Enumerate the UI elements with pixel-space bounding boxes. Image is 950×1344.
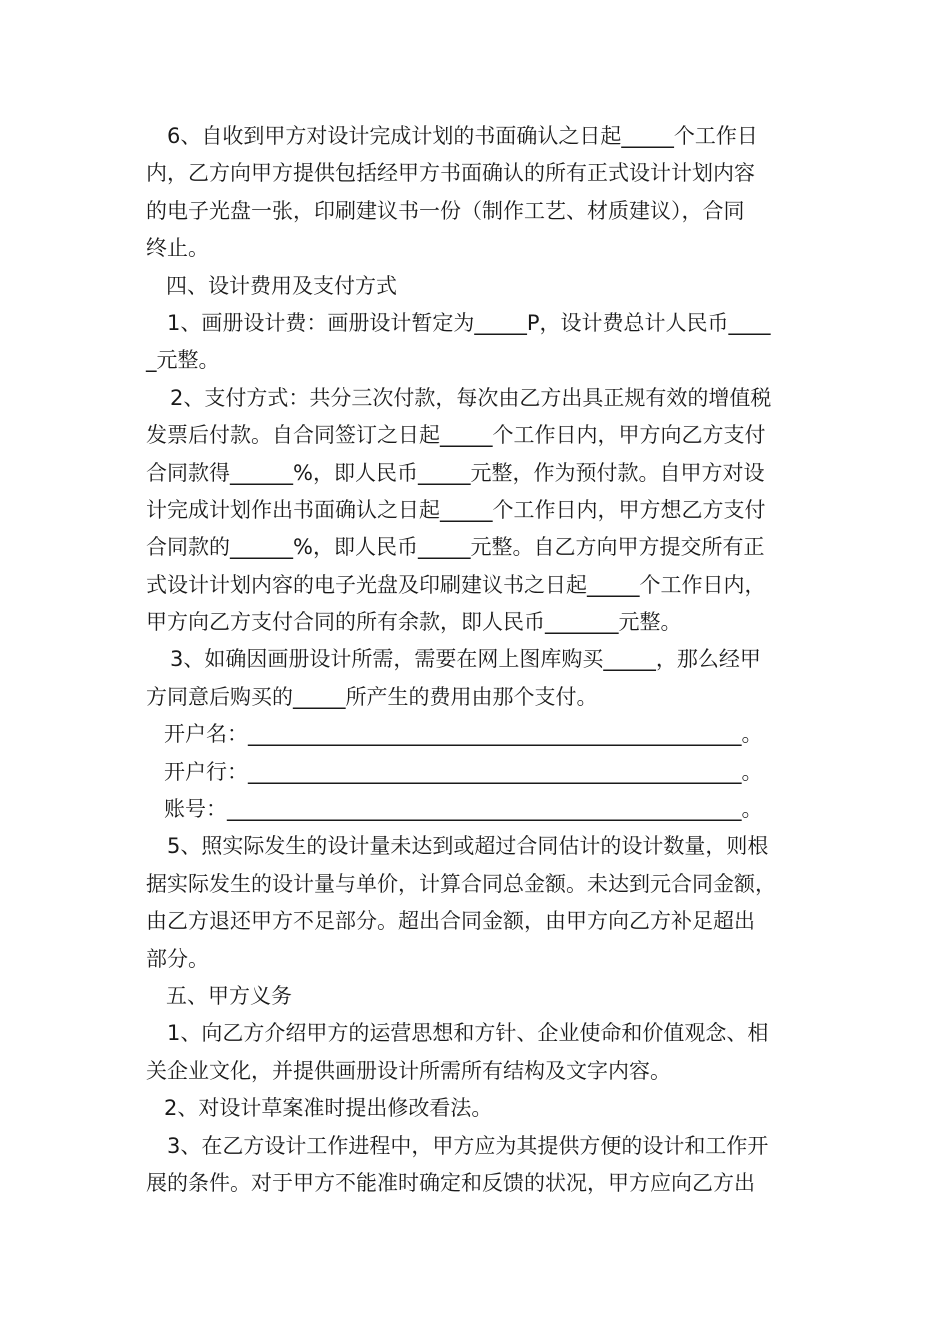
account-bank-field: 开户行：_______________________________________________。 (164, 759, 763, 784)
fee-clause-1-line-1: 1、画册设计费：画册设计暂定为_____P，设计费总计人民币____ (167, 310, 771, 335)
payment-clause-2-line-2: 发票后付款。自合同签订之日起_____个工作日内，甲方向乙方支付 (146, 423, 766, 448)
clause-6-line-1: 6、自收到甲方对设计完成计划的书面确认之日起_____个工作日 (167, 124, 758, 148)
duty-clause-2: 2、对设计草案准时提出修改看法。 (164, 1096, 493, 1121)
duty-clause-1-line-1: 1、向乙方介绍甲方的运营思想和方针、企业使命和价值观念、相 (167, 1021, 769, 1046)
document-page (146, 118, 810, 1202)
section-5-heading: 五、甲方义务 (166, 983, 292, 1008)
section-4-heading: 四、设计费用及支付方式 (166, 273, 397, 298)
clause-6-line-4: 终止。 (146, 236, 209, 261)
payment-clause-2-line-4: 计完成计划作出书面确认之日起_____个工作日内，甲方想乙方支付 (146, 497, 766, 522)
payment-clause-2-line-5: 合同款的______%，即人民币_____元整。自乙方向甲方提交所有正 (146, 535, 765, 560)
duty-clause-1-line-2: 关企业文化，并提供画册设计所需所有结构及文字内容。 (146, 1058, 671, 1083)
fee-clause-1-line-2: _元整。 (146, 348, 220, 373)
account-name-field: 开户名：_______________________________________________。 (164, 722, 763, 747)
payment-clause-2-line-7: 甲方向乙方支付合同的所有余款，即人民币_______元整。 (146, 610, 682, 635)
duty-clause-3-line-2: 展的条件。对于甲方不能准时确定和反馈的状况，甲方应向乙方出 (146, 1170, 755, 1195)
payment-clause-2-line-1: 2、支付方式：共分三次付款，每次由乙方出具正规有效的增值税 (170, 385, 772, 410)
payment-clause-2-line-6: 式设计计划内容的电子光盘及印刷建议书之日起_____个工作日内， (146, 572, 766, 597)
clause-5-line-3: 由乙方退还甲方不足部分。超出合同金额，由甲方向乙方补足超出 (146, 909, 755, 934)
clause-6-line-2: 内，乙方向甲方提供包括经甲方书面确认的所有正式设计计划内容 (146, 161, 755, 186)
clause-5-line-4: 部分。 (146, 946, 209, 971)
account-number-field: 账号：_________________________________________________。 (164, 797, 763, 822)
payment-clause-2-line-3: 合同款得______%，即人民币_____元整，作为预付款。自甲方对设 (146, 460, 765, 485)
purchase-clause-3-line-2: 方同意后购买的_____所产生的费用由那个支付。 (146, 684, 598, 709)
clause-5-line-2: 据实际发生的设计量与单价，计算合同总金额。未达到元合同金额， (146, 871, 776, 896)
clause-5-line-1: 5、照实际发生的设计量未达到或超过合同估计的设计数量，则根 (167, 834, 769, 859)
clause-6-line-3: 的电子光盘一张，印刷建议书一份（制作工艺、材质建议），合同 (146, 198, 745, 223)
purchase-clause-3-line-1: 3、如确因画册设计所需，需要在网上图库购买_____，那么经甲 (170, 647, 761, 672)
duty-clause-3-line-1: 3、在乙方设计工作进程中，甲方应为其提供方便的设计和工作开 (167, 1133, 769, 1158)
